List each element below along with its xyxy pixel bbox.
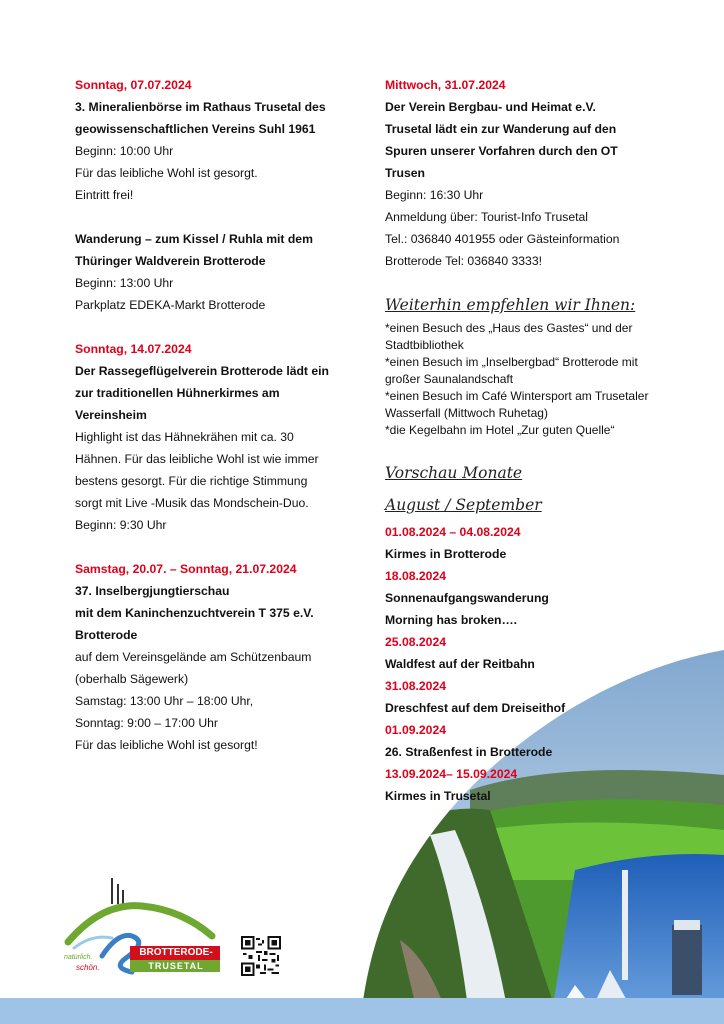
- event-detail: Brotterode Tel: 036840 3333!: [385, 254, 542, 268]
- preview-title: Dreschfest auf dem Dreiseithof: [385, 701, 566, 715]
- event-title: zur traditionellen Hühnerkirmes am: [75, 386, 280, 400]
- logo-tagline-2: schön.: [76, 963, 100, 972]
- preview-date: 25.08.2024: [385, 635, 446, 649]
- left-column: [75, 74, 360, 756]
- preview-date: 18.08.2024: [385, 569, 446, 583]
- event-title: Thüringer Waldverein Brotterode: [75, 254, 266, 268]
- preview-date: 01.08.2024 – 04.08.2024: [385, 525, 521, 539]
- event-title: Vereinsheim: [75, 408, 147, 422]
- recommend-item: großer Saunalandschaft: [385, 372, 514, 386]
- event-title: Trusetal lädt ein zur Wanderung auf den: [385, 122, 617, 136]
- logo-text-line2: TRUSETAL: [148, 961, 204, 971]
- preview-title: Morning has broken….: [385, 613, 518, 627]
- event-title: Wanderung – zum Kissel / Ruhla mit dem: [75, 232, 313, 246]
- preview-date: 01.09.2024: [385, 723, 446, 737]
- logo-tagline-1: natürlich.: [64, 954, 93, 961]
- event-detail: Tel.: 036840 401955 oder Gästeinformation: [385, 232, 620, 246]
- event-date: Sonntag, 07.07.2024: [75, 78, 192, 92]
- event-title: Brotterode: [75, 628, 138, 642]
- event-title: geowissenschaftlichen Vereins Suhl 1961: [75, 122, 316, 136]
- qr-code-icon[interactable]: [241, 936, 281, 976]
- event-date: Sonntag, 14.07.2024: [75, 342, 192, 356]
- event-detail: Anmeldung über: Tourist-Info Trusetal: [385, 210, 589, 224]
- event-detail: Für das leibliche Wohl ist gesorgt.: [75, 166, 258, 180]
- event-title: 3. Mineralienbörse im Rathaus Trusetal des: [75, 100, 326, 114]
- event-detail: sorgt mit Live -Musik das Mondschein-Duo.: [75, 496, 309, 510]
- recommend-item: *einen Besuch im Café Wintersport am Trusetaler: [385, 389, 649, 403]
- event-detail: Beginn: 13:00 Uhr: [75, 276, 174, 290]
- preview-title: Sonnenaufgangswanderung: [385, 591, 549, 605]
- event-detail: auf dem Vereinsgelände am Schützenbaum: [75, 650, 312, 664]
- event-title: mit dem Kaninchenzuchtverein T 375 e.V.: [75, 606, 314, 620]
- recommend-item: Stadtbibliothek: [385, 338, 464, 352]
- event-title: Der Verein Bergbau- und Heimat e.V.: [385, 100, 596, 114]
- event-detail: Beginn: 9:30 Uhr: [75, 518, 167, 532]
- preview-title: Kirmes in Brotterode: [385, 547, 507, 561]
- event-date: Samstag, 20.07. – Sonntag, 21.07.2024: [75, 562, 297, 576]
- event-date: Mittwoch, 31.07.2024: [385, 78, 506, 92]
- recommend-item: *einen Besuch des „Haus des Gastes“ und der: [385, 321, 633, 335]
- recommend-heading: Weiterhin empfehlen wir Ihnen:: [385, 296, 636, 314]
- event-detail: bestens gesorgt. Für die richtige Stimmung: [75, 474, 308, 488]
- recommend-item: *einen Besuch im „Inselbergbad“ Brotterode mit: [385, 355, 638, 369]
- brotterode-trusetal-logo: [62, 872, 222, 976]
- event-title: Spuren unserer Vorfahren durch den OT: [385, 144, 618, 158]
- preview-date: 13.09.2024– 15.09.2024: [385, 767, 518, 781]
- event-detail: Für das leibliche Wohl ist gesorgt!: [75, 738, 258, 752]
- recommend-item: Wasserfall (Mittwoch Ruhetag): [385, 406, 548, 420]
- event-detail: (oberhalb Sägewerk): [75, 672, 189, 686]
- preview-title: 26. Straßenfest in Brotterode: [385, 745, 553, 759]
- event-detail: Highlight ist das Hähnekrähen mit ca. 30: [75, 430, 294, 444]
- event-detail: Hähnen. Für das leibliche Wohl ist wie immer: [75, 452, 319, 466]
- recommend-item: *die Kegelbahn im Hotel „Zur guten Quelle“: [385, 423, 615, 437]
- preview-title: Kirmes in Trusetal: [385, 789, 491, 803]
- event-detail: Eintritt frei!: [75, 188, 134, 202]
- preview-title: Waldfest auf der Reitbahn: [385, 657, 535, 671]
- event-detail: Beginn: 10:00 Uhr: [75, 144, 174, 158]
- event-detail: Samstag: 13:00 Uhr – 18:00 Uhr,: [75, 694, 254, 708]
- right-column: [385, 74, 685, 807]
- bottom-band: [0, 998, 724, 1024]
- event-title: Der Rassegeflügelverein Brotterode lädt ein: [75, 364, 329, 378]
- logo-text-line1: BROTTERODE-: [139, 947, 213, 958]
- preview-date: 31.08.2024: [385, 679, 446, 693]
- event-title: Trusen: [385, 166, 425, 180]
- event-title: 37. Inselbergjungtierschau: [75, 584, 230, 598]
- preview-heading: Vorschau Monate: [385, 464, 523, 482]
- event-detail: Sonntag: 9:00 – 17:00 Uhr: [75, 716, 218, 730]
- event-detail: Beginn: 16:30 Uhr: [385, 188, 484, 202]
- event-detail: Parkplatz EDEKA-Markt Brotterode: [75, 298, 266, 312]
- preview-subheading: August / September: [385, 496, 542, 514]
